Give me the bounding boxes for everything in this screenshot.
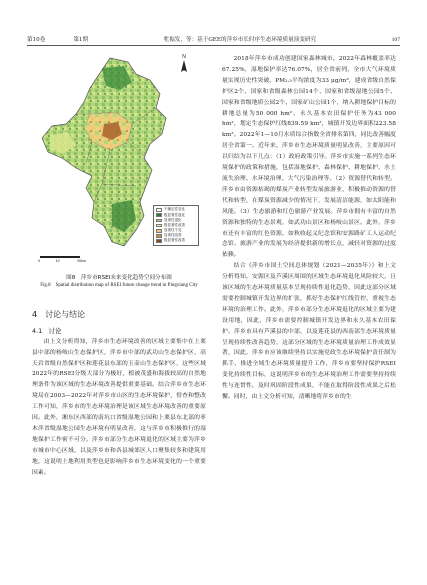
legend-swatch bbox=[156, 239, 162, 243]
legend-swatch bbox=[156, 213, 162, 217]
scale-tick-10: 10 bbox=[55, 259, 60, 263]
svg-text:N: N bbox=[182, 54, 186, 60]
legend-label: 极显著性改善 bbox=[164, 222, 185, 227]
body-paragraph: 由上文分析得知，萍乡市生态环境改善的区域主要集中在上栗县中部的杨岐山生态保护区，萍乡市中部的武功山生态保护区，高天岩省级自然保护区和莲花县东部的玉壶山生态保护区，这些区域2022年的RSEI分级大部分为极好，植被茂盛和海拔较高的自然地理条件为该区域的生态环境改善提供重要基础。结合萍乡市生态环境局在2003—2022年对萍乡市山区的生态环境保护，督查和整改工作可知，萍乡市的生态环境治理是该区域生态环境改善的重要原因。此外，湘东区西部的南坑口省级湿地公园和上栗县东北部的枣木萍省级湿地公园生态环境有明显改善，这与萍乡市积极推行的湿地保护工作密不可分。萍乡市部分生态环境退化的区域主要为萍乡市城市中心区域，以及萍乡市和各县城郊区人口聚集较多和建筑用地，这说明土地利用类型也是影响萍乡市生态环境变化的一个重要因素。 bbox=[32, 338, 206, 476]
north-arrow bbox=[181, 54, 187, 72]
issue-label: 第1期 bbox=[73, 37, 89, 43]
legend-label: 不确定性变化 bbox=[164, 207, 185, 212]
figure-8 bbox=[32, 54, 206, 263]
map-legend bbox=[153, 205, 199, 246]
legend-label: 显著性改善 bbox=[164, 233, 182, 238]
left-column bbox=[32, 54, 206, 479]
subsection-heading: 4.1 讨论 bbox=[32, 326, 62, 335]
scale-tick-20: 20km bbox=[77, 259, 86, 263]
section-heading: 4 讨论与结论 bbox=[32, 309, 86, 319]
legend-swatch bbox=[156, 224, 162, 228]
legend-item bbox=[156, 239, 196, 244]
legend-label: 显著性退化 bbox=[164, 217, 182, 222]
page-number: 107 bbox=[391, 37, 400, 43]
scale-bar bbox=[38, 256, 86, 264]
scale-tick-0: 0 bbox=[38, 259, 40, 263]
legend-label: 极显著性改善 bbox=[164, 238, 185, 243]
volume-label: 第10卷 bbox=[27, 37, 46, 43]
legend-swatch bbox=[156, 208, 162, 212]
body-paragraph: 2018年萍乡市成功创建国家森林城市，2022年森林覆盖率达67.25%，湿地保护率达76.07%，居全省前列，全市大气环境质量实现历史性突破，PM₂.₅平均浓度为33 μg/m³，建成省级自然保护区2个、国家和省级森林公园14个、国家和省级湿地公园5个、国家和省级地质公园2个、国家矿山公园1个，纳入耕地保护目标的耕地总量为50 000 hm²，永久基本农田保护任务为43 000 hm²，划定生态保护红线839.59 km²，城镇开发边界面积223.58 km²。2022年1—10月水质综合指数全省排名第四，同比改善幅度居全省第一。近年来，萍乡市生态环境质量明显改善，主要原因可以归结为以下几点：（1）政府政策引导。萍乡市实施一系列生态环境保护的政策和措施，包括湿地保护、森林保护、耕地保护，水土流失治理、水环境治理、大气污染治理等。（2）资源替代和转型。萍乡市由资源枯竭的煤炭产业转型发展旅游业，积极推动资源的替代和转型，在煤炭资源减少的情况下，发展清洁能源，如太阳能和风能。（3）生态旅游和红色旅游产业发展。萍乡市拥有丰富的自然资源和独特的生态景观，如武功山景区和杨岐山景区。此外，萍乡市还有丰富的红色资源，如秋收起义纪念馆和安源路矿工人运动纪念馆。旅游产业的发展为经济提供新的增长点，减轻对资源的过度依赖。 bbox=[222, 56, 396, 259]
running-header bbox=[27, 34, 400, 46]
body-paragraph: 结合《萍乡市国土空间总体规划（2021—2035年）》和上文分析得知，安源区及芦溪区周围的区域生态环境退化风险较大，且该区域的生态环境质量基本呈现持续性退化趋势，因此这部分区域需要控制城镇开发边界的扩张，抓好生态保护红线管控，重视生态环境的治理工作。此外，萍乡市部分生态环境退化的区域主要为建设用地，因此，萍乡市需要控制城镇开发边界和永久基本农田保护。萍乡市具有芦溪县的中部，以及莲花县的西南部生态环境质量呈现持续性改善趋势，这部分区域的生态环境质量治理工作成效显著，因此，萍乡市应该继续坚持以实施党政生态环境保护责任制为抓手，推进全域生态环境质量提升工作，萍乡市要坚持保护RSEI变化持续性目标，这说明萍乡市的生态环境治理工作需要坚持持续性与连贯性，及时巩固阶段性成果，不能在取得阶段性成果之后松懈。同时，由上文分析可知，清晰地将萍乡市的生 bbox=[222, 263, 396, 401]
journal-volume-issue bbox=[27, 35, 88, 43]
legend-swatch bbox=[156, 234, 162, 238]
legend-swatch bbox=[156, 229, 162, 233]
legend-label: 极显著性退化 bbox=[164, 212, 185, 217]
legend-label: 显著性不变 bbox=[164, 228, 182, 233]
legend-swatch bbox=[156, 219, 162, 223]
authors-title: 牝振发，等：基于GEE的萍乡市长时序生态环境质量演变研究 bbox=[163, 37, 317, 43]
figure-caption-en: Fig.8 Spatial distribution map of RSEI future change trend in Pingxiang City bbox=[40, 283, 198, 288]
right-column bbox=[222, 54, 396, 403]
figure-caption-cn: 图8 萍乡市RSEI未来变化趋势空间分布图 bbox=[66, 275, 172, 281]
